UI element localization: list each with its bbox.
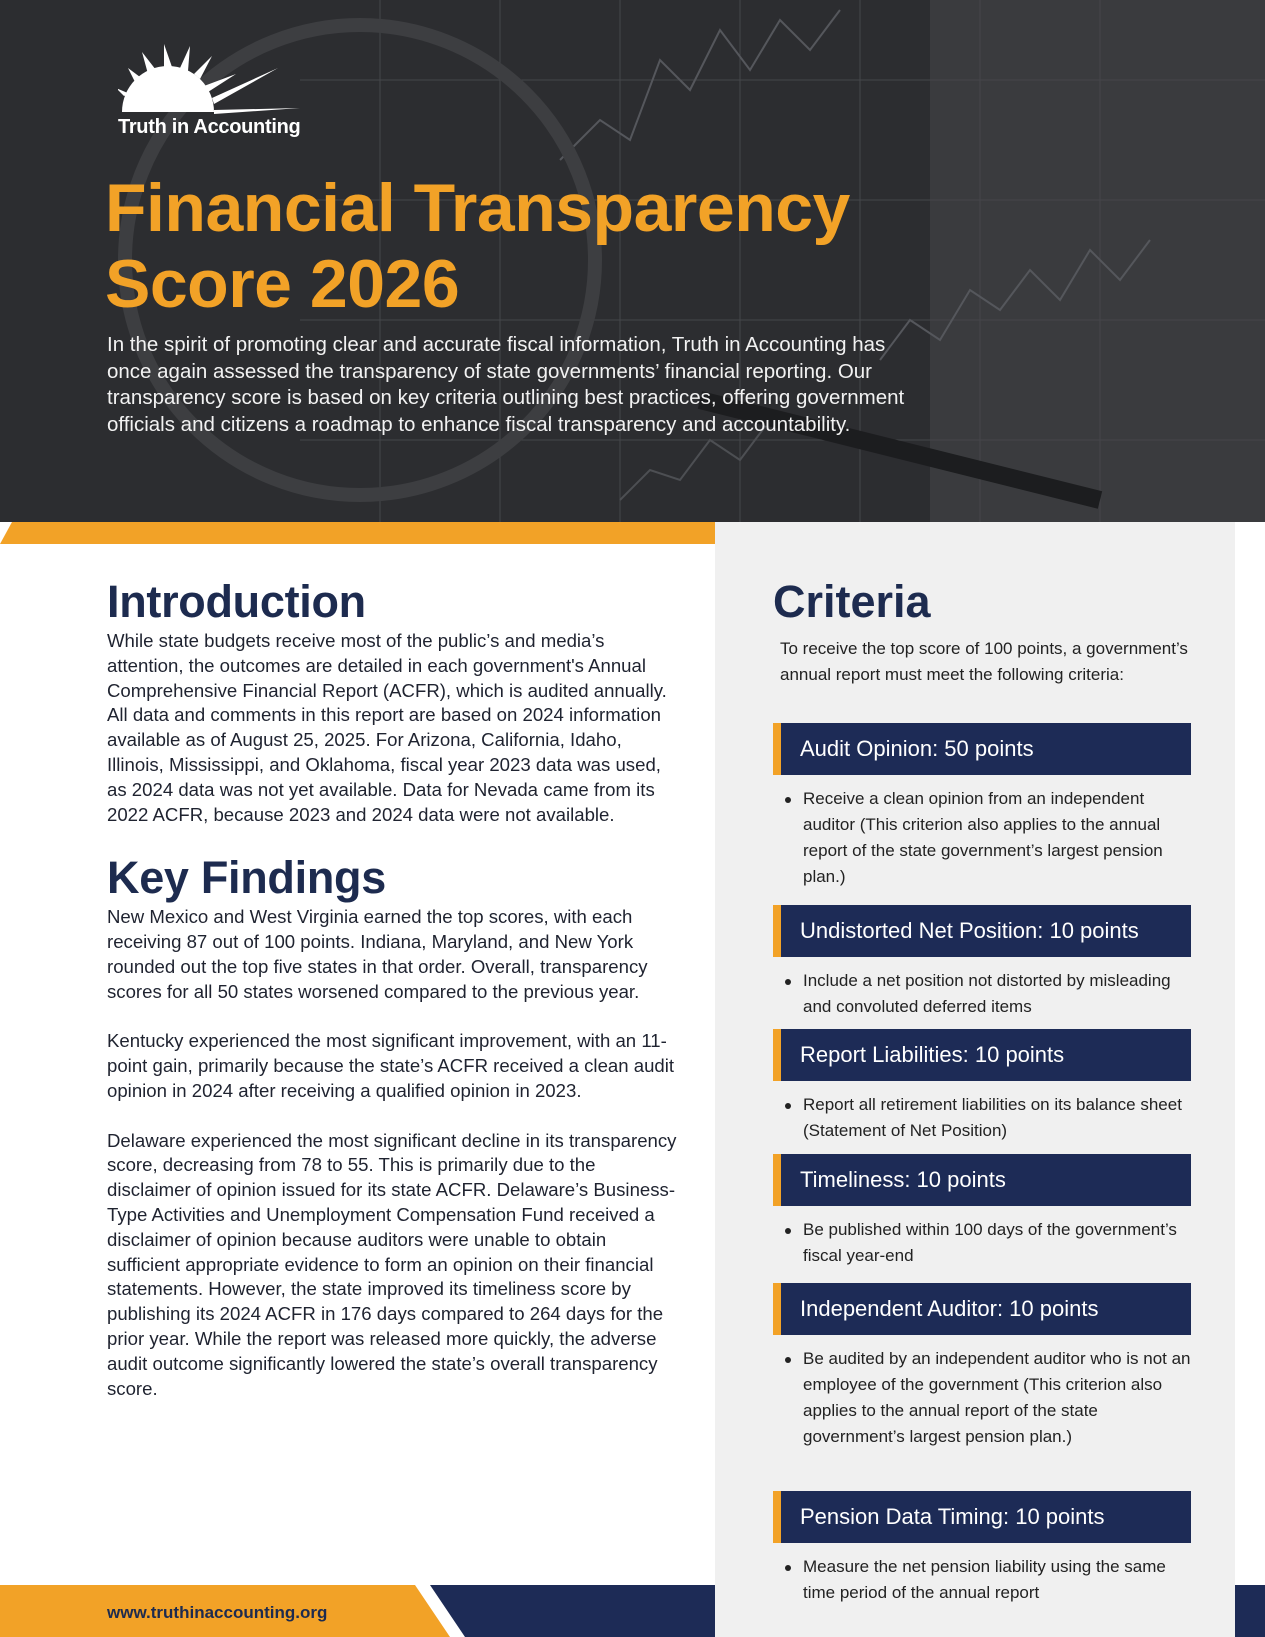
criterion-bullet: Measure the net pension liability using the same time period of the annual report — [785, 1554, 1195, 1606]
criterion-bullet: Include a net position not distorted by misleading and convoluted deferred items — [785, 968, 1195, 1020]
website-link[interactable]: www.truthinaccounting.org — [107, 1603, 328, 1622]
criterion-bullet: Report all retirement liabilities on its balance sheet (Statement of Net Position) — [785, 1092, 1195, 1144]
introduction-heading: Introduction — [107, 576, 366, 627]
key-findings-paragraph: Kentucky experienced the most significant improvement, with an 11-point gain, primarily because the state’s ACFR received a clean audit opinion in 2024 after receiving a qualified opinion in 2023. — [107, 1030, 675, 1101]
criterion-list — [785, 968, 1195, 1020]
criterion-list — [785, 1346, 1195, 1450]
title-line-1: Financial Transparency — [105, 170, 850, 246]
criterion-list — [785, 1092, 1195, 1144]
key-findings-heading: Key Findings — [107, 852, 386, 904]
key-findings-paragraph: Delaware experienced the most significant decline in its transparency score, decreasing from 78 to 55. This is primarily due to the disclaimer of opinion issued for its state ACFR. Delaware’s Business-Type Activities and Unemployment Compensation Fund received a disclaimer of opinion because auditors were unable to obtain sufficient appropriate evidence to form an opinion on their financial statements. However, the state improved its timeliness score by publishing its 2024 ACFR in 176 days compared to 264 days for the prior year. While the report was released more quickly, the adverse audit outcome significantly lowered the state’s overall transparency score. — [107, 1129, 677, 1399]
truth-in-accounting-logo[interactable] — [118, 40, 318, 145]
introduction-text: While state budgets receive most of the public’s and media’s attention, the outcomes are detailed in each government's Annual Comprehensive Financial Report (ACFR), which is audited annually. All data and comments in this report are based on 2024 information available as of August 25, 2025. For Arizona, California, Idaho, Illinois, Mississippi, and Oklahoma, fiscal year 2023 data was used, as 2024 data was not yet available. Data for Nevada came from its 2022 ACFR, because 2023 and 2024 data were not available. — [107, 630, 667, 825]
criterion-timeliness: Timeliness: 10 points — [773, 1154, 1191, 1206]
sunburst-icon — [118, 40, 318, 120]
lead-paragraph: In the spirit of promoting clear and accurate fiscal information, Truth in Accounting has once again assessed the transparency of state governments’ financial reporting. Our transparency score is based on key criteria outlining best practices, offering government officials and citizens a roadmap to enhance fiscal transparency and accountability. — [107, 333, 905, 436]
main-column — [107, 575, 682, 1401]
criterion-pension-data-timing: Pension Data Timing: 10 points — [773, 1491, 1191, 1543]
criterion-bullet: Be published within 100 days of the government’s fiscal year-end — [785, 1217, 1195, 1269]
criteria-intro: To receive the top score of 100 points, a government’s annual report must meet the following criteria: — [780, 639, 1188, 684]
criterion-audit-opinion: Audit Opinion: 50 points — [773, 723, 1191, 775]
criteria-heading: Criteria — [773, 576, 931, 627]
criterion-bullet: Be audited by an independent auditor who is not an employee of the government (This criterion also applies to the annual report of the state government’s largest pension plan.) — [785, 1346, 1195, 1450]
criterion-undistorted-net-position: Undistorted Net Position: 10 points — [773, 905, 1191, 957]
header-banner — [0, 0, 1265, 522]
page-title — [105, 170, 1005, 322]
criterion-list — [785, 786, 1195, 890]
criterion-list — [785, 1217, 1195, 1269]
key-findings-paragraph: New Mexico and West Virginia earned the top scores, with each receiving 87 out of 100 points. Indiana, Maryland, and New York rounded out the top five states in that order. Overall, transparency scores for all 50 states worsened compared to the previous year. — [107, 906, 648, 1002]
criterion-report-liabilities: Report Liabilities: 10 points — [773, 1029, 1191, 1081]
title-line-2: Score 2026 — [105, 246, 460, 322]
criterion-independent-auditor: Independent Auditor: 10 points — [773, 1283, 1191, 1335]
logo-wordmark: Truth in Accounting — [118, 116, 301, 138]
criterion-bullet: Receive a clean opinion from an independent auditor (This criterion also applies to the annual report of the state government’s largest pension plan.) — [785, 786, 1195, 890]
